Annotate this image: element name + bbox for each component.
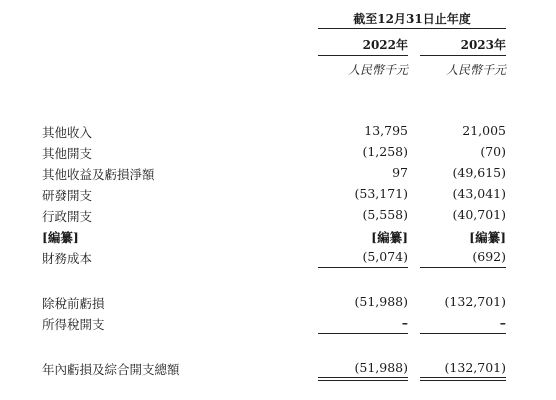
- value-2022-other-expenses: (1,258): [362, 144, 408, 159]
- period-header: 截至12月31日止年度: [353, 12, 471, 26]
- value-2023-other-income: 21,005: [462, 123, 506, 138]
- row-label-other-expenses: 其他開支: [42, 146, 93, 161]
- value-2022-finance-costs: (5,074): [362, 249, 408, 264]
- subtotal-rule-2023: [420, 267, 506, 268]
- pre-total-rule-2022: [318, 333, 408, 334]
- row-label-other-gains-losses: 其他收益及虧損淨額: [42, 167, 155, 182]
- pre-total-rule-2023: [420, 333, 506, 334]
- row-label-loss-before-tax: 除稅前虧損: [42, 296, 105, 311]
- value-2023-income-tax: –: [499, 315, 506, 330]
- row-label-finance-costs: 財務成本: [42, 251, 93, 266]
- value-2023-redacted: [編纂]: [469, 230, 506, 245]
- total-double-rule-2023: [420, 377, 506, 381]
- value-2022-other-income: 13,795: [364, 123, 408, 138]
- period-header-rule: [318, 28, 506, 29]
- value-2023-loss-before-tax: (132,701): [444, 294, 506, 309]
- value-2022-other-gains-losses: 97: [392, 165, 408, 180]
- row-label-rd-expenses: 研發開支: [42, 188, 93, 203]
- subtotal-rule-2022: [318, 267, 408, 268]
- year-2023-header: 2023年: [460, 38, 506, 52]
- value-2022-redacted: [編纂]: [371, 230, 408, 245]
- year-2023-rule: [420, 55, 506, 56]
- row-label-other-income: 其他收入: [42, 125, 93, 140]
- value-2023-other-gains-losses: (49,615): [452, 165, 506, 180]
- value-2022-total-loss: (51,988): [354, 360, 408, 375]
- year-2022-header: 2022年: [362, 38, 408, 52]
- value-2022-admin-expenses: (5,558): [362, 207, 408, 222]
- row-label-admin-expenses: 行政開支: [42, 209, 93, 224]
- value-2023-total-loss: (132,701): [444, 360, 506, 375]
- value-2023-other-expenses: (70): [480, 144, 506, 159]
- year-2022-rule: [318, 55, 408, 56]
- value-2023-rd-expenses: (43,041): [452, 186, 506, 201]
- value-2022-loss-before-tax: (51,988): [354, 294, 408, 309]
- value-2023-finance-costs: (692): [472, 249, 506, 264]
- row-label-redacted: [編纂]: [42, 230, 79, 245]
- total-double-rule-2022: [318, 377, 408, 381]
- value-2022-rd-expenses: (53,171): [354, 186, 408, 201]
- value-2023-admin-expenses: (40,701): [452, 207, 506, 222]
- row-label-total-loss: 年內虧損及綜合開支總額: [42, 362, 180, 377]
- currency-unit-2022: 人民幣千元: [347, 63, 408, 77]
- row-label-income-tax: 所得稅開支: [42, 317, 105, 332]
- value-2022-income-tax: –: [401, 315, 408, 330]
- currency-unit-2023: 人民幣千元: [445, 63, 506, 77]
